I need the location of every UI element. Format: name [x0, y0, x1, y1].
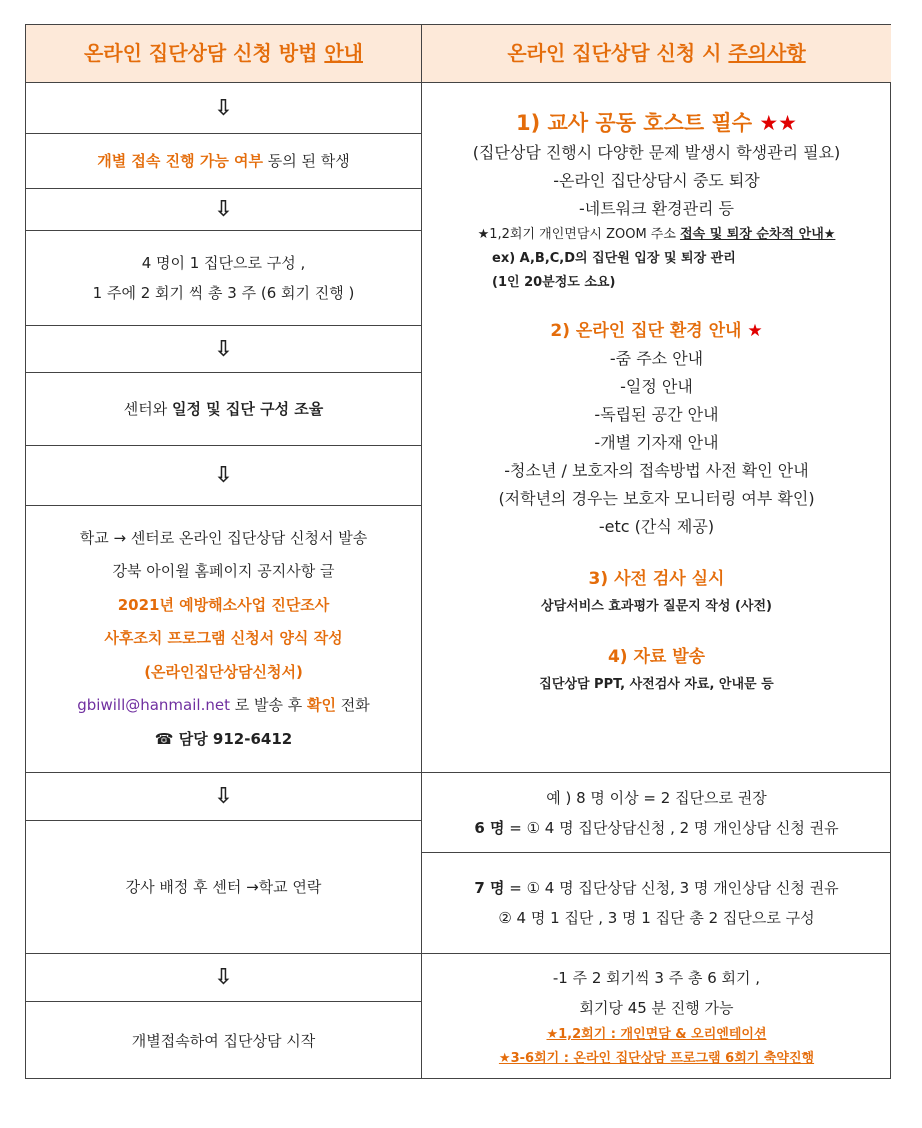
sec1-line3: -네트워크 환경관리 등 — [578, 199, 735, 218]
sec1-note — [478, 223, 836, 247]
application-line4: 사후조치 프로그램 신청서 양식 작성 — [104, 629, 343, 648]
group-six-line2 — [474, 813, 838, 843]
application-line5: (온라인집단상담신청서) — [144, 662, 303, 681]
instructor-text: 강사 배정 후 센터 →학교 연락 — [125, 878, 322, 896]
coordination-bold: 일정 및 집단 구성 조율 — [171, 400, 324, 418]
sec2-title — [550, 317, 762, 345]
schedule-line4: ★3-6회기 : 온라인 집단상담 프로그램 6회기 축약진행 — [498, 1050, 815, 1066]
group-six-rest: = ① 4 명 집단상담신청 , 2 명 개인상담 신청 권유 — [504, 818, 839, 837]
sec1-note-prefix: ★1,2회기 개인면담시 ZOOM 주소 — [477, 227, 681, 242]
group-six-line1: 예 ) 8 명 이상 = 2 집단으로 권장 — [546, 788, 767, 807]
step-application — [26, 506, 421, 772]
step-schedule-coordination — [26, 373, 421, 445]
left-header — [26, 25, 421, 82]
group-seven-line1 — [474, 873, 838, 903]
application-line3: 2021년 예방해소사업 진단조사 — [117, 595, 330, 614]
group-seven-guide — [422, 853, 891, 953]
email-link[interactable]: gbiwill@hanmail.net — [77, 696, 230, 715]
sec2-item: -청소년 / 보호자의 접속방법 사전 확인 안내 — [504, 461, 809, 480]
schedule-line1: -1 주 2 회기씩 3 주 총 6 회기 , — [552, 968, 761, 987]
sec2-title-text: 2) 온라인 집단 환경 안내 — [550, 321, 748, 341]
down-arrow-icon: ⇩ — [214, 197, 233, 222]
star-icon: ★★ — [759, 111, 797, 135]
composition-line1: 4 명이 1 집단으로 구성 , — [141, 254, 306, 272]
sec1-line1: (집단상담 진행시 다양한 문제 발생시 학생관리 필요) — [472, 143, 841, 162]
sec2-item: (저학년의 경우는 보호자 모니터링 여부 확인) — [498, 489, 815, 508]
sec1-title — [516, 107, 797, 139]
sec2-item: -독립된 공간 안내 — [594, 405, 719, 424]
application-line1: 학교 → 센터로 온라인 집단상담 신청서 발송 — [79, 528, 368, 547]
step-consent — [26, 134, 421, 188]
application-email-line — [77, 689, 370, 723]
consent-highlight: 개별 접속 진행 가능 여부 — [97, 152, 264, 170]
sec1-line2: -온라인 집단상담시 중도 퇴장 — [553, 171, 760, 190]
sec1-example-time: (1인 20분정도 소요) — [492, 275, 616, 290]
down-arrow-icon: ⇩ — [214, 463, 233, 488]
group-seven-rest: = ① 4 명 집단상담 신청, 3 명 개인상담 신청 권유 — [504, 879, 839, 897]
group-six-guide — [422, 773, 891, 852]
group-seven-line2: ② 4 명 1 집단 , 3 명 1 집단 총 2 집단으로 구성 — [498, 909, 815, 927]
sec4-title: 4) 자료 발송 — [607, 647, 706, 667]
schedule-line2: 회기당 45 분 진행 가능 — [579, 998, 734, 1017]
step-instructor — [26, 821, 421, 953]
down-arrow-icon: ⇩ — [214, 784, 233, 809]
sec3-text: 상담서비스 효과평가 질문지 작성 (사전) — [541, 599, 772, 614]
down-arrow-icon: ⇩ — [214, 965, 233, 990]
sec1-title-text: 1) 교사 공동 호스트 필수 — [516, 111, 760, 135]
sec2-item: -etc (간식 제공) — [598, 517, 715, 536]
right-header-underlined: 주의사항 — [728, 41, 806, 65]
composition-line2: 1 주에 2 회기 씩 총 3 주 (6 회기 진행 ) — [92, 284, 355, 302]
step-group-composition — [26, 231, 421, 325]
session-schedule — [422, 954, 891, 1079]
star-icon: ★ — [747, 321, 763, 341]
step-start — [26, 1002, 421, 1079]
down-arrow-icon: ⇩ — [214, 336, 233, 362]
sec4-text: 집단상담 PPT, 사전검사 자료, 안내문 등 — [539, 677, 774, 692]
consent-rest: 동의 된 학생 — [263, 152, 350, 170]
left-header-underlined: 안내 — [324, 41, 363, 65]
email-send-mid: 로 발송 후 — [229, 696, 308, 715]
guide-table — [25, 24, 891, 1079]
schedule-line3: ★1,2회기 : 개인면담 & 오리엔테이션 — [546, 1026, 767, 1042]
down-arrow-icon: ⇩ — [214, 95, 233, 121]
group-six-count: 6 명 — [474, 818, 505, 837]
coordination-prefix: 센터와 — [123, 400, 172, 418]
start-text: 개별접속하여 집단상담 시작 — [131, 1031, 316, 1050]
email-confirm: 확인 — [307, 696, 336, 715]
email-send-end: 전화 — [336, 696, 370, 715]
precautions-panel — [422, 83, 891, 772]
right-header-text: 온라인 집단상담 신청 시 — [507, 41, 729, 65]
sec1-note-bold: 접속 및 퇴장 순차적 안내★ — [680, 227, 836, 242]
sec2-item: -줌 주소 안내 — [609, 349, 704, 368]
sec2-item: -일정 안내 — [620, 377, 693, 396]
application-line2: 강북 아이윌 홈페이지 공지사항 글 — [112, 562, 335, 581]
left-header-text: 온라인 집단상담 신청 방법 — [83, 41, 325, 65]
sec3-title: 3) 사전 검사 실시 — [588, 569, 725, 589]
right-header — [422, 25, 891, 82]
sec2-item: -개별 기자재 안내 — [594, 433, 719, 452]
phone-contact: ☎ 담당 912-6412 — [154, 729, 293, 748]
sec1-example: ex) A,B,C,D의 집단원 입장 및 퇴장 관리 — [492, 251, 736, 266]
group-seven-count: 7 명 — [474, 879, 505, 897]
